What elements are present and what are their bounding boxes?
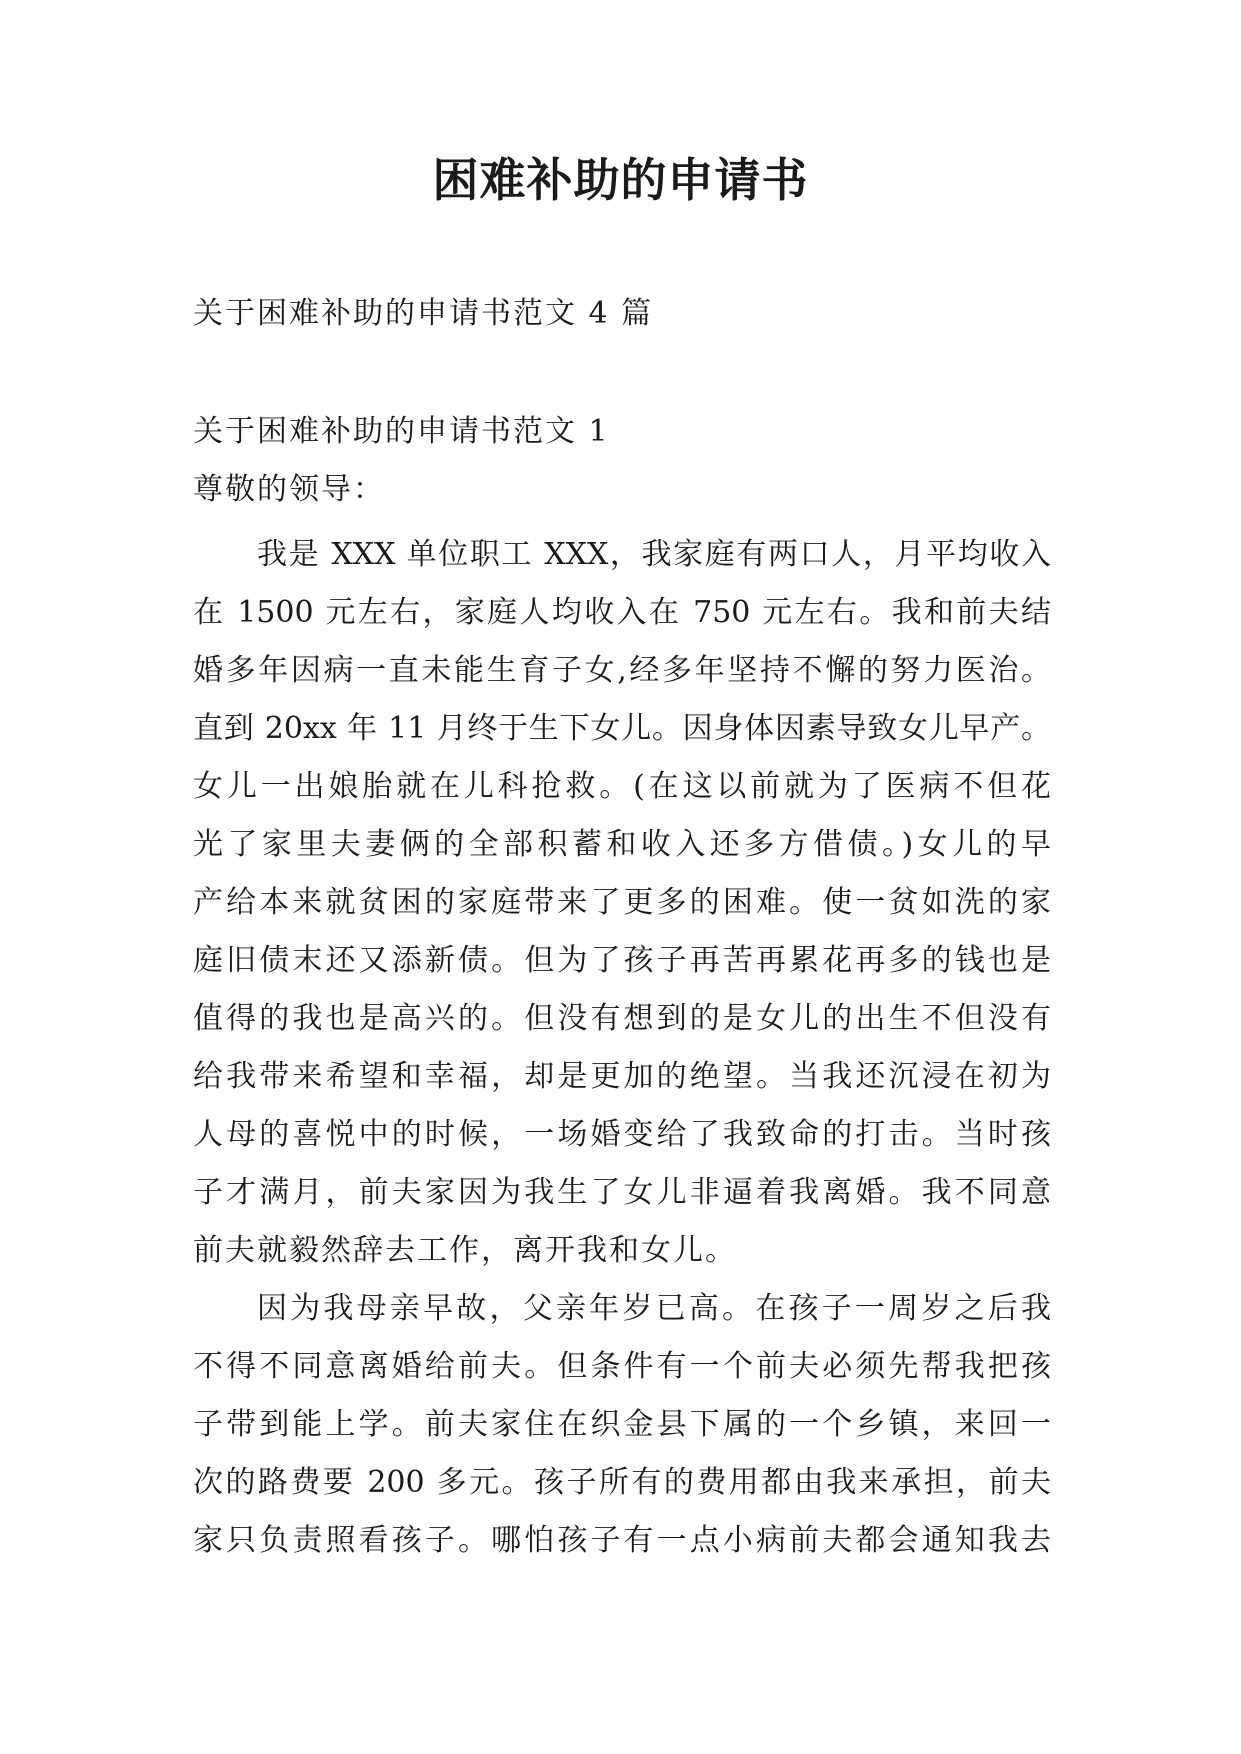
body-line: 产给本来就贫困的家庭带来了更多的困难。使一贫如洗的家 xyxy=(193,885,1051,920)
letter-body xyxy=(193,526,1051,1570)
body-line: 子带到能上学。前夫家住在织金县下属的一个乡镇，来回一 xyxy=(193,1407,1051,1442)
document-title: 困难补助的申请书 xyxy=(432,153,809,207)
body-line: 次的路费要 200 多元。孩子所有的费用都由我来承担，前夫 xyxy=(193,1465,1051,1500)
body-line: 婚多年因病一直未能生育子女,经多年坚持不懈的努力医治。 xyxy=(193,653,1051,688)
body-line: 前夫就毅然辞去工作，离开我和女儿。 xyxy=(193,1233,737,1268)
body-line: 子才满月，前夫家因为我生了女儿非逼着我离婚。我不同意 xyxy=(193,1175,1051,1210)
body-line: 家只负责照看孩子。哪怕孩子有一点小病前夫都会通知我去 xyxy=(193,1523,1051,1558)
body-line: 给我带来希望和幸福，却是更加的绝望。当我还沉浸在初为 xyxy=(193,1059,1051,1094)
body-line: 我是 XXX 单位职工 XXX，我家庭有两口人，月平均收入 xyxy=(257,537,1051,572)
salutation: 尊敬的领导： xyxy=(193,472,385,507)
body-line: 光了家里夫妻俩的全部积蓄和收入还多方借债。)女儿的早 xyxy=(193,827,1051,862)
body-line: 在 1500 元左右，家庭人均收入在 750 元左右。我和前夫结 xyxy=(193,595,1051,630)
body-line: 女儿一出娘胎就在儿科抢救。(在这以前就为了医病不但花 xyxy=(193,769,1051,804)
body-line: 不得不同意离婚给前夫。但条件有一个前夫必须先帮我把孩 xyxy=(193,1349,1051,1384)
body-line: 值得的我也是高兴的。但没有想到的是女儿的出生不但没有 xyxy=(193,1001,1051,1036)
body-line: 直到 20xx 年 11 月终于生下女儿。因身体因素导致女儿早产。 xyxy=(193,711,1051,746)
section-heading: 关于困难补助的申请书范文 1 xyxy=(193,414,610,449)
body-line: 庭旧债末还又添新债。但为了孩子再苦再累花再多的钱也是 xyxy=(193,943,1051,978)
document-subtitle: 关于困难补助的申请书范文 4 篇 xyxy=(193,296,654,331)
body-line: 人母的喜悦中的时候，一场婚变给了我致命的打击。当时孩 xyxy=(193,1117,1051,1152)
body-line: 因为我母亲早故，父亲年岁已高。在孩子一周岁之后我 xyxy=(257,1291,1051,1326)
